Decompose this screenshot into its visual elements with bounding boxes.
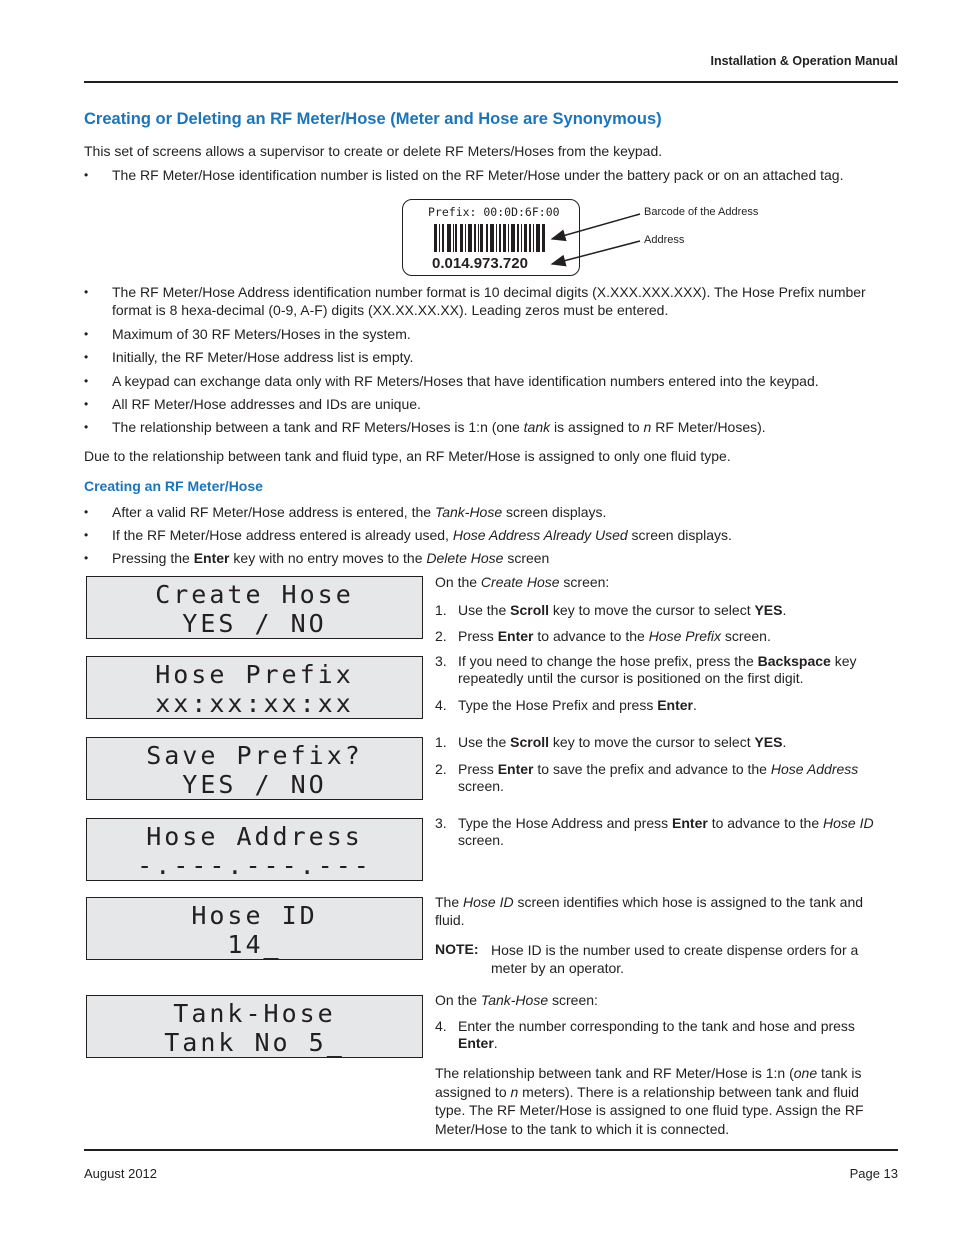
barcode-icon bbox=[434, 224, 546, 252]
relationship-paragraph: The relationship between tank and RF Meter/Hose is 1:n (one tank is assigned to n meters). There is a relationship between tank and fluid type. The RF Meter/Hose is assigned to one fluid type. Assign the RF Meter/Hose to the tank to which it is connected. bbox=[435, 1065, 864, 1137]
lcd-hose-id: Hose ID 14_ bbox=[86, 897, 423, 960]
fluid-type-text: Due to the relationship between tank and fluid type, an RF Meter/Hose is assigned to only one fluid type. bbox=[84, 448, 731, 464]
note-text: Hose ID is the number used to create dispense orders for a meter by an operator. bbox=[491, 942, 859, 976]
note-label: NOTE: bbox=[435, 941, 479, 957]
step-scroll-yes: 1. Use the Scroll key to move the cursor to select YES. bbox=[435, 602, 787, 618]
bullet-already-used: • If the RF Meter/Hose address entered is already used, Hose Address Already Used screen displays. bbox=[84, 526, 896, 544]
label-address: Address bbox=[644, 234, 685, 246]
tank-hose-intro: On the Tank-Hose screen: bbox=[435, 992, 598, 1008]
bullet-initial: • Initially, the RF Meter/Hose address list is empty. bbox=[84, 348, 896, 366]
step-backspace: 3. If you need to change the hose prefix, press the Backspace key repeatedly until the cursor is positioned on the first digit. bbox=[435, 653, 857, 686]
step-type-prefix: 4. Type the Hose Prefix and press Enter. bbox=[435, 697, 697, 713]
bullet-maximum: • Maximum of 30 RF Meters/Hoses in the system. bbox=[84, 325, 896, 343]
bullet-valid-address: • After a valid RF Meter/Hose address is entered, the Tank-Hose screen displays. bbox=[84, 503, 896, 521]
bullet-no-entry: • Pressing the Enter key with no entry moves to the Delete Hose screen bbox=[84, 549, 896, 567]
page-number: Page 13 bbox=[849, 1166, 898, 1181]
lcd-tank-hose: Tank-Hose Tank No 5_ bbox=[86, 995, 423, 1058]
step-scroll-yes-save: 1. Use the Scroll key to move the cursor to select YES. bbox=[435, 734, 787, 750]
header-rule bbox=[84, 81, 898, 83]
lcd-hose-address: Hose Address -.---.---.--- bbox=[86, 818, 423, 881]
lcd-save-prefix: Save Prefix? YES / NO bbox=[86, 737, 423, 800]
bullet-relationship: • The relationship between a tank and RF Meters/Hoses is 1:n (one tank is assigned to n RF Meter/Hoses). bbox=[84, 418, 896, 436]
section-title: Creating or Deleting an RF Meter/Hose (Meter and Hose are Synonymous) bbox=[84, 110, 662, 128]
callout-arrows bbox=[540, 205, 650, 275]
hose-id-description: The Hose ID screen identifies which hose is assigned to the tank and fluid. bbox=[435, 894, 864, 928]
footer-rule bbox=[84, 1149, 898, 1151]
lcd-create-hose: Create Hose YES / NO bbox=[86, 576, 423, 639]
label-barcode-of-address: Barcode of the Address bbox=[644, 206, 759, 218]
step-type-address: 3. Type the Hose Address and press Enter to advance to the Hose ID screen. bbox=[435, 815, 874, 848]
footer-date: August 2012 bbox=[84, 1166, 158, 1181]
bullet-keypad-exchange: • A keypad can exchange data only with RF Meters/Hoses that have identification numbers entered into the keypad. bbox=[84, 372, 896, 390]
intro-text: This set of screens allows a supervisor to create or delete RF Meters/Hoses from the keypad. bbox=[84, 143, 663, 159]
barcode-prefix-text: Prefix: 00:0D:6F:00 bbox=[428, 205, 560, 219]
subsection-title: Creating an RF Meter/Hose bbox=[84, 478, 263, 494]
header-title: Installation & Operation Manual bbox=[710, 54, 898, 68]
bullet-unique: • All RF Meter/Hose addresses and IDs are unique. bbox=[84, 395, 896, 413]
lcd-hose-prefix: Hose Prefix xx:xx:xx:xx bbox=[86, 656, 423, 719]
create-hose-intro: On the Create Hose screen: bbox=[435, 574, 610, 590]
step-enter-tank: 4. Enter the number corresponding to the tank and hose and press Enter. bbox=[435, 1018, 855, 1051]
step-enter-prefix: 2. Press Enter to advance to the Hose Prefix screen. bbox=[435, 628, 771, 644]
barcode-address-text: 0.014.973.720 bbox=[432, 255, 528, 272]
bullet-id-location: • The RF Meter/Hose identification number is listed on the RF Meter/Hose under the battery pack or on an attached tag. bbox=[84, 166, 896, 184]
bullet-format: • The RF Meter/Hose Address identification number format is 10 decimal digits (X.XXX.XXX.XXX). The Hose Prefix number format is 8 hexa-decimal (0-9, A-F) digits (XX.XX.XX.XX). Leading zeros must be entered. bbox=[84, 283, 896, 319]
step-enter-save: 2. Press Enter to save the prefix and advance to the Hose Address screen. bbox=[435, 761, 859, 794]
